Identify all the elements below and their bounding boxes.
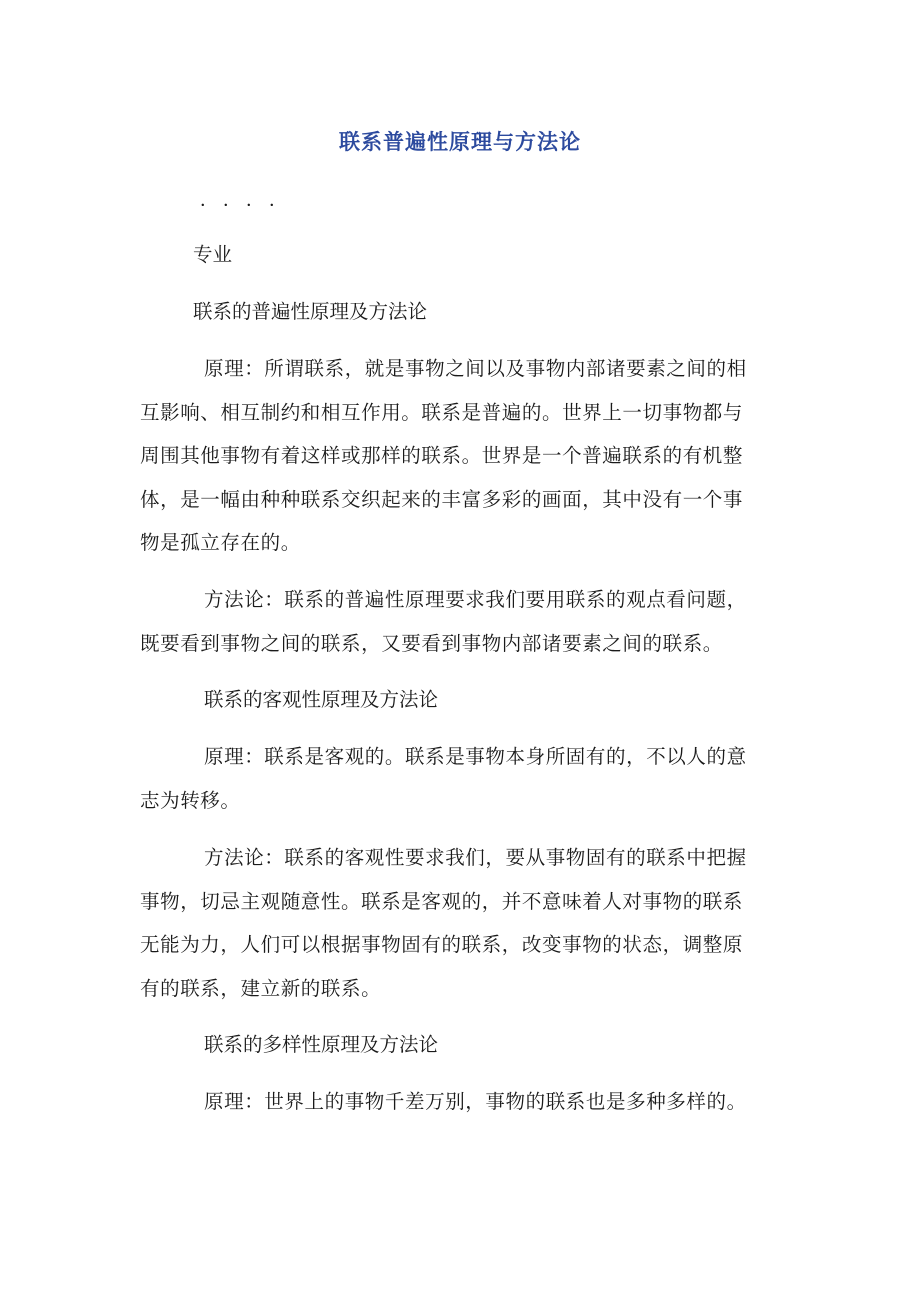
document-title: 联系普遍性原理与方法论 — [339, 130, 581, 154]
section2-method-paragraph — [140, 836, 770, 1010]
paragraph-line: 原理：世界上的事物千差万别，事物的联系也是多种多样的。 — [204, 1090, 747, 1113]
paragraph-line: 体，是一幅由种种联系交织起来的丰富多彩的画面，其中没有一个事 — [140, 487, 744, 511]
section2-principle-paragraph — [140, 735, 770, 822]
paragraph-line: 有的联系，建立新的联系。 — [140, 976, 382, 1000]
paragraph-line: 原理：联系是客观的。联系是事物本身所固有的，不以人的意 — [204, 745, 747, 768]
section1-method-paragraph — [140, 578, 770, 665]
paragraph-line: 物是孤立存在的。 — [140, 531, 301, 554]
paragraph-line: 周围其他事物有着这样或那样的联系。世界是一个普遍联系的有机整 — [140, 444, 744, 467]
paragraph-line: 互影响、相互制约和相互作用。联系是普遍的。世界上一切事物都与 — [140, 400, 744, 424]
label-zhuanye: 专业 — [193, 243, 233, 266]
paragraph-line: 原理：所谓联系，就是事物之间以及事物内部诸要素之间的相 — [204, 357, 747, 380]
paragraph-line: 方法论：联系的客观性要求我们，要从事物固有的联系中把握 — [204, 846, 747, 869]
section3-principle-paragraph — [140, 1080, 770, 1124]
paragraph-line: 无能为力，人们可以根据事物固有的联系，改变事物的状态，调整原 — [140, 933, 744, 956]
paragraph-line: 志为转移。 — [140, 788, 241, 812]
paragraph-line: 事物，切忌主观随意性。联系是客观的，并不意味着人对事物的联系 — [140, 889, 744, 913]
section3-heading: 联系的多样性原理及方法论 — [204, 1033, 439, 1056]
dots-marker: ．．．． — [200, 190, 301, 211]
section2-heading: 联系的客观性原理及方法论 — [204, 688, 439, 711]
section1-heading: 联系的普遍性原理及方法论 — [193, 300, 428, 323]
section1-principle-paragraph — [140, 347, 770, 565]
paragraph-line: 既要看到事物之间的联系，又要看到事物内部诸要素之间的联系。 — [140, 631, 723, 655]
paragraph-line: 方法论：联系的普遍性原理要求我们要用联系的观点看问题， — [204, 588, 747, 611]
